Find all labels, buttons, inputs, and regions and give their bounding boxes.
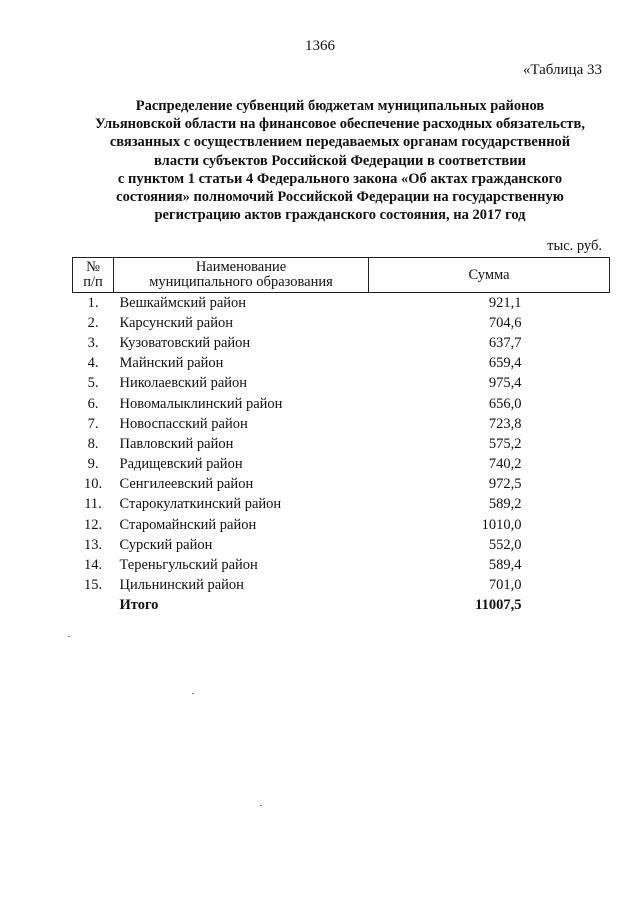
table-row — [73, 434, 610, 454]
title-line: Ульяновской области на финансовое обеспечение расходных обязательств, — [95, 116, 585, 133]
row-number: 1. — [87, 294, 99, 311]
row-sum: 552,0 — [488, 536, 522, 553]
title-line: связанных с осуществлением передаваемых органам государственной — [109, 134, 571, 151]
row-sum: 589,2 — [488, 496, 522, 513]
row-name: Сенгилеевский район — [119, 476, 254, 493]
row-sum: 656,0 — [488, 395, 522, 412]
row-number: 12. — [83, 516, 103, 533]
title-line: с пунктом 1 статьи 4 Федерального закона «Об актах гражданского — [117, 170, 563, 187]
row-sum: 659,4 — [488, 355, 522, 372]
page-number: 1366 — [305, 38, 335, 54]
row-name: Старокулаткинский район — [119, 496, 282, 513]
table-row — [73, 515, 610, 535]
title-line: регистрацию актов гражданского состояния, на 2017 год — [154, 207, 526, 224]
row-name: Старомайнский район — [119, 516, 257, 533]
row-name: Новомалыклинский район — [119, 395, 283, 412]
header-num-line2: п/п — [83, 274, 103, 290]
table-row — [73, 374, 610, 394]
scan-speck — [260, 805, 262, 806]
row-sum: 921,1 — [488, 294, 522, 311]
row-number: 14. — [83, 557, 103, 574]
table-row — [73, 394, 610, 414]
row-number: 11. — [84, 496, 102, 513]
row-sum: 972,5 — [488, 476, 522, 493]
table-row — [73, 313, 610, 333]
row-sum: 701,0 — [488, 577, 522, 594]
header-sum: Сумма — [369, 258, 610, 293]
row-number: 9. — [87, 456, 99, 473]
row-number: 6. — [87, 395, 99, 412]
row-number: 4. — [87, 355, 99, 372]
total-label: Итого — [119, 597, 159, 614]
table-row — [73, 535, 610, 555]
table-caption: «Таблица 33 — [522, 62, 602, 78]
table-row — [73, 455, 610, 475]
subventions-table — [72, 257, 610, 616]
table-header-row — [73, 258, 610, 293]
row-sum: 589,4 — [488, 557, 522, 574]
table-row — [73, 495, 610, 515]
row-name: Майнский район — [119, 355, 224, 372]
row-name: Карсунский район — [119, 314, 234, 331]
title-line: состояния» полномочий Российской Федерации на государственную — [116, 189, 564, 206]
scan-speck — [68, 636, 70, 637]
title-line: власти субъектов Российской Федерации в соответствии — [154, 152, 526, 169]
row-sum: 1010,0 — [481, 516, 522, 533]
row-number: 2. — [87, 314, 99, 331]
row-name: Вешкаймский район — [119, 294, 247, 311]
table-row — [73, 293, 610, 314]
row-number: 13. — [83, 536, 103, 553]
header-name — [114, 258, 369, 293]
table-row — [73, 333, 610, 353]
row-sum: 975,4 — [488, 375, 522, 392]
units-label: тыс. руб. — [547, 238, 602, 254]
row-sum: 740,2 — [488, 456, 522, 473]
row-number: 5. — [87, 375, 99, 392]
row-sum: 637,7 — [488, 334, 522, 351]
table-row — [73, 414, 610, 434]
row-name: Кузоватовский район — [119, 334, 251, 351]
row-name: Павловский район — [119, 435, 234, 452]
row-number: 10. — [83, 476, 103, 493]
table-row — [73, 475, 610, 495]
row-sum: 704,6 — [488, 314, 522, 331]
row-number: 3. — [87, 334, 99, 351]
row-number: 7. — [87, 415, 99, 432]
row-name: Тереньгульский район — [119, 557, 258, 574]
header-num-line1: № — [86, 259, 100, 275]
total-number-cell — [73, 596, 114, 616]
header-name-line1: Наименование — [195, 259, 287, 275]
table-row — [73, 576, 610, 596]
row-name: Новоспасский район — [119, 415, 248, 432]
table-row — [73, 555, 610, 575]
row-name: Цильнинский район — [119, 577, 244, 594]
table-row — [73, 354, 610, 374]
row-name: Радищевский район — [119, 456, 243, 473]
scan-speck — [192, 693, 194, 694]
table-total-row — [73, 596, 610, 616]
title-line: Распределение субвенций бюджетам муниципальных районов — [135, 98, 545, 114]
row-name: Сурский район — [119, 536, 213, 553]
row-sum: 575,2 — [488, 435, 522, 452]
row-sum: 723,8 — [488, 415, 522, 432]
header-num — [73, 258, 114, 293]
header-name-line2: муниципального образования — [149, 274, 333, 290]
total-sum: 11007,5 — [475, 597, 522, 614]
document-title — [70, 97, 610, 224]
row-number: 8. — [87, 435, 99, 452]
row-name: Николаевский район — [119, 375, 248, 392]
row-number: 15. — [83, 577, 103, 594]
